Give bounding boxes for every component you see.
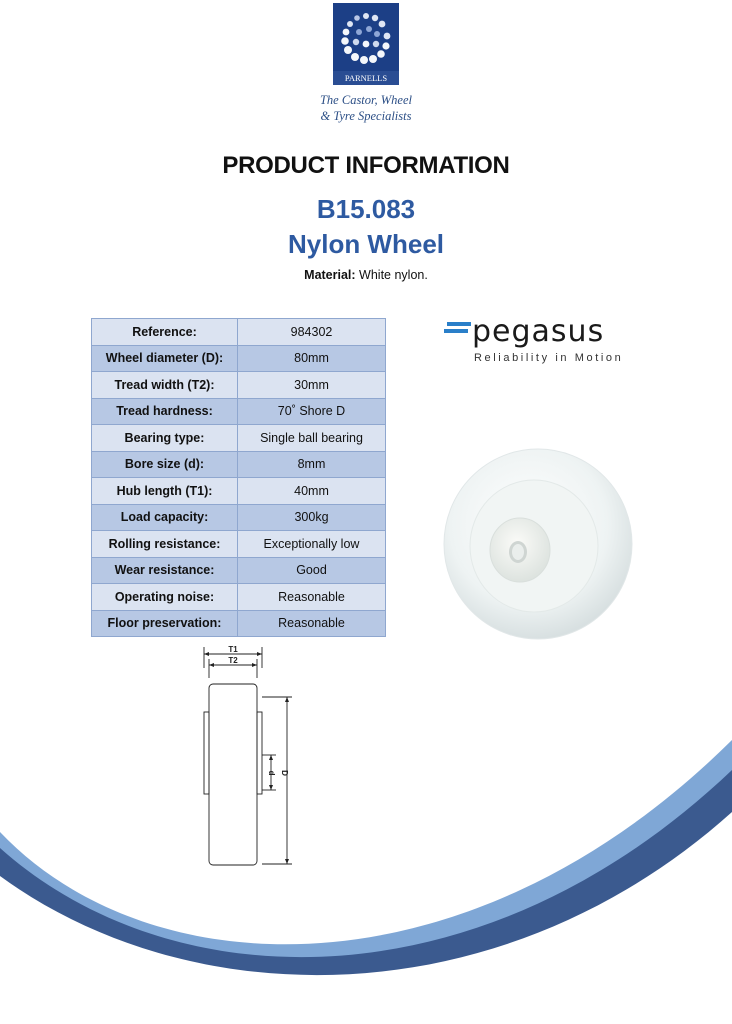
table-row [92, 584, 386, 611]
bottom-swoosh [0, 700, 732, 1024]
tagline-line-2: & Tyre Specialists [320, 109, 412, 123]
material-label: Material: [304, 268, 356, 282]
material-line [0, 268, 732, 282]
spec-value: Good [238, 557, 386, 584]
table-row [92, 319, 386, 346]
spec-label: Wheel diameter (D): [92, 345, 238, 372]
spec-value: 70˚ Shore D [238, 398, 386, 425]
spec-value: Exceptionally low [238, 531, 386, 558]
pegasus-tagline: Reliability in Motion [474, 352, 624, 364]
spec-value: 8mm [238, 451, 386, 478]
table-row [92, 345, 386, 372]
spec-label: Tread hardness: [92, 398, 238, 425]
spec-label: Load capacity: [92, 504, 238, 531]
spec-label: Rolling resistance: [92, 531, 238, 558]
spec-value: 984302 [238, 319, 386, 346]
pegasus-stripe-icon [447, 322, 471, 326]
spec-value: 40mm [238, 478, 386, 505]
company-tagline [300, 92, 432, 124]
table-row [92, 451, 386, 478]
spec-value: 80mm [238, 345, 386, 372]
tagline-line-1: The Castor, Wheel [319, 93, 412, 107]
spec-value: Reasonable [238, 610, 386, 637]
table-row [92, 610, 386, 637]
spec-table [91, 318, 386, 637]
table-row [92, 557, 386, 584]
wheel-image [440, 446, 636, 642]
product-name: Nylon Wheel [287, 229, 444, 259]
material-value: White nylon. [359, 268, 428, 282]
spec-label: Floor preservation: [92, 610, 238, 637]
table-row [92, 398, 386, 425]
table-row [92, 372, 386, 399]
spec-label: Operating noise: [92, 584, 238, 611]
spec-label: Bearing type: [92, 425, 238, 452]
spec-value: 300kg [238, 504, 386, 531]
table-row [92, 478, 386, 505]
spec-label: Bore size (d): [92, 451, 238, 478]
t2-label: T2 [228, 656, 238, 665]
spec-label: Wear resistance: [92, 557, 238, 584]
d-large-label: D [280, 770, 289, 776]
spec-value: Single ball bearing [238, 425, 386, 452]
spec-label: Reference: [92, 319, 238, 346]
product-code: B15.083 [316, 194, 416, 224]
spec-label: Hub length (T1): [92, 478, 238, 505]
pegasus-wordmark: pegasus [472, 314, 605, 349]
table-row [92, 531, 386, 558]
page-title: PRODUCT INFORMATION [222, 152, 510, 179]
spec-label: Tread width (T2): [92, 372, 238, 399]
parnells-logo [333, 3, 399, 85]
spec-value: Reasonable [238, 584, 386, 611]
t1-label: T1 [228, 645, 238, 654]
table-row [92, 425, 386, 452]
spec-value: 30mm [238, 372, 386, 399]
table-row [92, 504, 386, 531]
d-small-label: d [267, 770, 276, 776]
logo-wordmark: PARNELLS [344, 73, 388, 83]
